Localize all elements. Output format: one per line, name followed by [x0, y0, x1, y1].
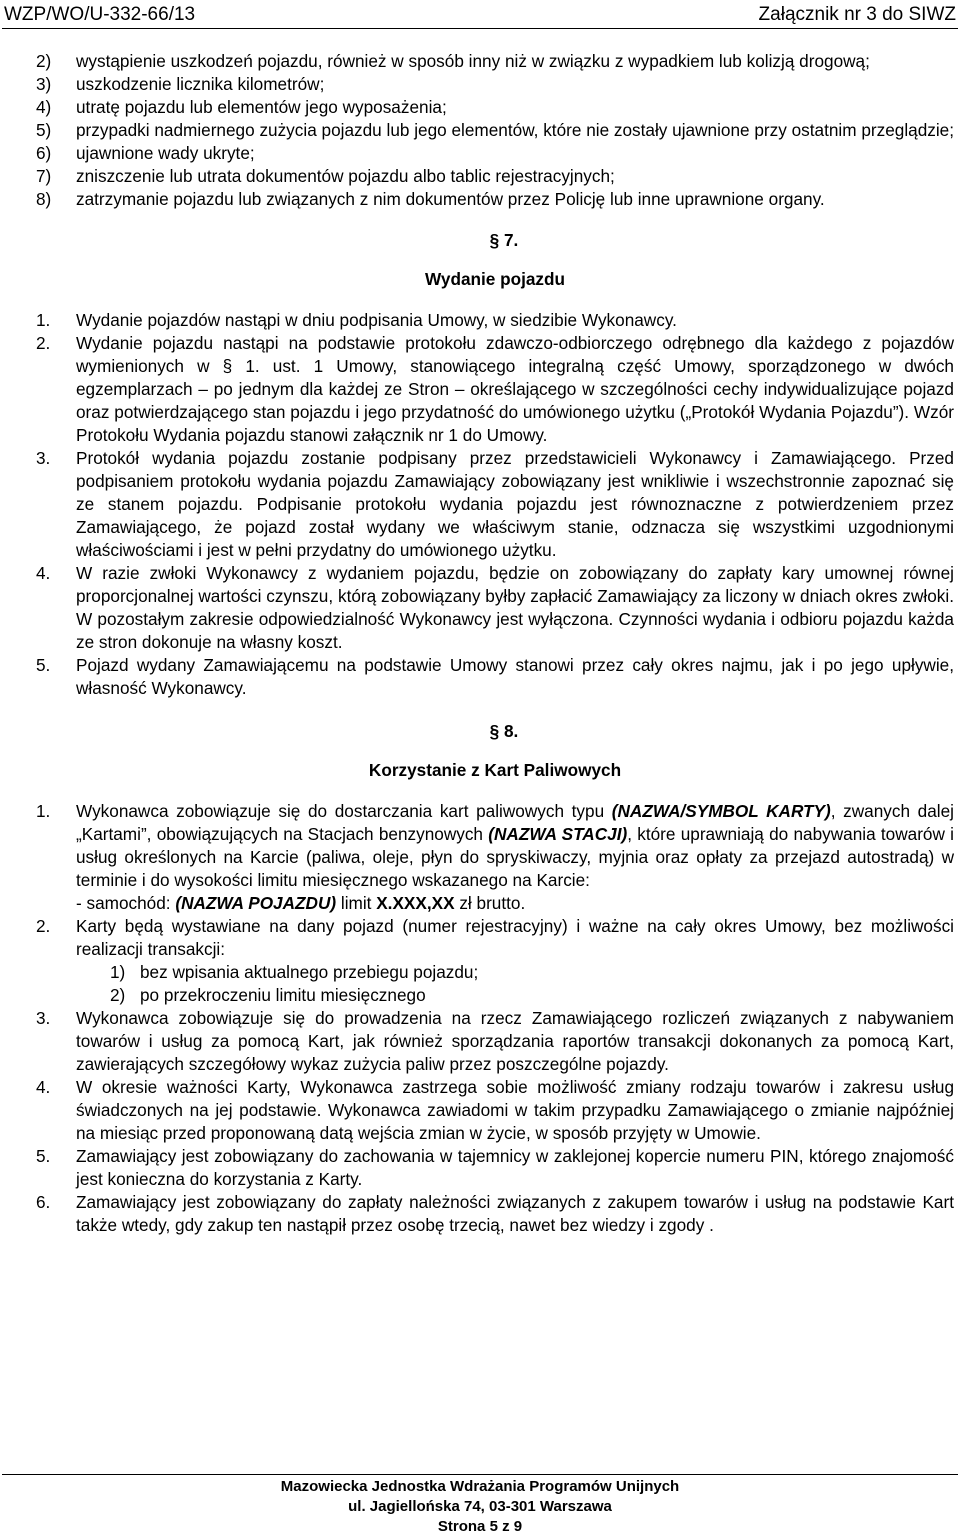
- paragraph-number: 5.: [36, 655, 51, 675]
- text-run: zł brutto.: [454, 893, 526, 913]
- sub-item-text: bez wpisania aktualnego przebiegu pojazdu;: [140, 962, 479, 982]
- page-footer: [2, 1474, 958, 1537]
- sub-item-number: 1): [110, 962, 126, 982]
- sub-item-number: 2): [110, 985, 126, 1005]
- station-name-placeholder: (NAZWA STACJI): [488, 824, 628, 844]
- paragraph-number: 1.: [36, 310, 51, 330]
- list-item-number: 5): [36, 120, 52, 140]
- attachment-label: Załącznik nr 3 do SIWZ: [758, 4, 956, 25]
- section-7-title: Wydanie pojazdu: [424, 269, 566, 289]
- paragraph-text: Pojazd wydany Zamawiającemu na podstawie Umowy stanowi przez cały okres najmu, jak i po jego upływie, własność Wykonawcy.: [76, 655, 954, 698]
- paragraph: [36, 915, 954, 961]
- list-item-text: utratę pojazdu lub elementów jego wyposażenia;: [76, 97, 447, 117]
- list-item-text: uszkodzenie licznika kilometrów;: [76, 74, 325, 94]
- list-item-number: 3): [36, 74, 52, 94]
- list-item: [36, 50, 954, 73]
- paragraph: [36, 654, 954, 700]
- paragraph-text: Wydanie pojazdu nastąpi na podstawie protokołu zdawczo-odbiorczego odrębnego dla każdego z pojazdów wymienionych w § 1. ust. 1 Umowy, stanowiącego integralną część Umowy, sporządzonego w dwóch egzemplarzach – po jednym dla każdej ze Stron – określającego w szczególności cechy indywidualizujące pojazd oraz potwierdzającego stan pojazdu i jego przydatność do umówionego użytku („Protokół Wydania Pojazdu”). Wzór Protokołu Wydania pojazdu stanowi załącznik nr 1 do Umowy.: [76, 333, 954, 445]
- list-item: [36, 96, 954, 119]
- list-item-text: zniszczenie lub utrata dokumentów pojazdu albo tablic rejestracyjnych;: [76, 166, 615, 186]
- paragraph-number: 1.: [36, 801, 51, 821]
- document-reference: WZP/WO/U-332-66/13: [4, 4, 196, 25]
- list-item: [36, 73, 954, 96]
- list-item-text: zatrzymanie pojazdu lub związanych z nim dokumentów przez Policję lub inne uprawnione organy.: [76, 189, 825, 209]
- section-8-title: Korzystanie z Kart Paliwowych: [368, 760, 622, 780]
- list-item: [36, 188, 954, 211]
- list-item-text: przypadki nadmiernego zużycia pojazdu lub jego elementów, które nie zostały ujawnione przy ostatnim przeglądzie;: [76, 120, 955, 140]
- paragraph: [36, 332, 954, 447]
- paragraph-text: [76, 800, 954, 915]
- damage-list: [36, 50, 954, 211]
- paragraph: [36, 447, 954, 562]
- list-item: [36, 142, 954, 165]
- list-item-number: 8): [36, 189, 52, 209]
- paragraph: [36, 1191, 954, 1237]
- paragraph: [36, 1007, 954, 1076]
- sub-item-text: po przekroczeniu limitu miesięcznego: [140, 985, 426, 1005]
- list-item: [36, 165, 954, 188]
- list-item-number: 7): [36, 166, 52, 186]
- paragraph-number: 3.: [36, 1008, 51, 1028]
- list-item-number: 2): [36, 51, 52, 71]
- paragraph-text: Zamawiający jest zobowiązany do zapłaty należności związanych z zakupem towarów i usług na podstawie Kart także wtedy, gdy zakup ten nastąpił przez osobę trzecią, nawet bez wiedzy i zgody .: [76, 1192, 954, 1235]
- paragraph-number: 5.: [36, 1146, 51, 1166]
- paragraph-text: Protokół wydania pojazdu zostanie podpisany przez przedstawicieli Wykonawcy i Zamawiającego. Przed podpisaniem protokołu wydania pojazdu Zamawiający zobowiązany jest wnikliwie i wszechstronnie zapoznać się ze stanem pojazdu. Podpisanie protokołu wydania pojazdu jest równoznaczne z potwierdzeniem przez Zamawiającego, że pojazd został wydany we właściwym stanie, odznacza się wszystkimi uzgodnionymi właściwościami i jest w pełni przydatny do umówionego użytku.: [76, 448, 954, 560]
- paragraph-text: Wydanie pojazdów nastąpi w dniu podpisania Umowy, w siedzibie Wykonawcy.: [76, 310, 677, 330]
- paragraph-number: 6.: [36, 1192, 51, 1212]
- document-body: [36, 50, 954, 1237]
- sub-list-item: [36, 961, 954, 984]
- page-number: Strona 5 z 9: [437, 1518, 523, 1535]
- text-run: , które uprawniają do nabywania towarów i usług określonych na Karcie (paliwa, oleje, płyn do spryskiwaczy, myjnia oraz opłaty za przejazd autostradą) w terminie i do wysokości limitu miesięcznego wskazanego na Karcie:: [76, 824, 954, 890]
- paragraph: [36, 1145, 954, 1191]
- paragraph-number: 4.: [36, 1077, 51, 1097]
- paragraph-text: Wykonawca zobowiązuje się do prowadzenia na rzecz Zamawiającego rozliczeń związanych z nabywaniem towarów i usług za pomocą Kart, jak również sporządzania raportów transakcji dokonanych za pomocą Kart, zawierających szczegółowy wykaz zużycia paliw przez poszczególne pojazdy.: [76, 1008, 954, 1074]
- list-item-number: 4): [36, 97, 52, 117]
- card-type-placeholder: (NAZWA/SYMBOL KARTY): [611, 801, 831, 821]
- text-run: Wykonawca zobowiązuje się do dostarczania kart paliwowych typu: [76, 801, 612, 821]
- limit-amount-placeholder: X.XXX,XX: [376, 893, 455, 913]
- footer-organization: Mazowiecka Jednostka Wdrażania Programów Unijnych: [280, 1478, 680, 1495]
- paragraph-number: 2.: [36, 916, 51, 936]
- vehicle-name-placeholder: (NAZWA POJAZDU): [175, 893, 337, 913]
- paragraph: [36, 800, 954, 915]
- list-item-text: ujawnione wady ukryte;: [76, 143, 255, 163]
- paragraph: [36, 309, 954, 332]
- paragraph-text: Karty będą wystawiane na dany pojazd (numer rejestracyjny) i ważne na cały okres Umowy, bez możliwości realizacji transakcji:: [76, 916, 954, 959]
- section-8-number: § 8.: [489, 721, 519, 741]
- paragraph-number: 3.: [36, 448, 51, 468]
- list-item-number: 6): [36, 143, 52, 163]
- sub-list-item: [36, 984, 954, 1007]
- text-run: limit: [336, 893, 377, 913]
- paragraph-number: 2.: [36, 333, 51, 353]
- paragraph: [36, 562, 954, 654]
- list-item: [36, 119, 954, 142]
- page-header: [2, 2, 958, 29]
- footer-address: ul. Jagiellońska 74, 03-301 Warszawa: [348, 1498, 612, 1515]
- paragraph-number: 4.: [36, 563, 51, 583]
- paragraph-text: Zamawiający jest zobowiązany do zachowania w tajemnicy w zaklejonej kopercie numeru PIN, którego znajomość jest konieczna do korzystania z Karty.: [76, 1146, 954, 1189]
- text-run: - samochód:: [76, 893, 176, 913]
- paragraph: [36, 1076, 954, 1145]
- paragraph-text: W razie zwłoki Wykonawcy z wydaniem pojazdu, będzie on zobowiązany do zapłaty kary umownej równej proporcjonalnej wartości czynszu, którą zobowiązany byłby zapłacić Zamawiający za liczony w dniach okres zwłoki. W pozostałym zakresie odpowiedzialność Wykonawcy jest wyłączona. Czynności wydania i odbioru pojazdu każda ze stron dokonuje na własny koszt.: [76, 563, 954, 652]
- section-7-number: § 7.: [489, 230, 519, 250]
- text-run: , zwanych dalej „Kartami”, obowiązujących na Stacjach benzynowych: [76, 801, 954, 844]
- list-item-text: wystąpienie uszkodzeń pojazdu, również w sposób inny niż w związku z wypadkiem lub kolizją drogową;: [76, 51, 870, 71]
- paragraph-text: W okresie ważności Karty, Wykonawca zastrzega sobie możliwość zmiany rodzaju towarów i zakresu usług świadczonych na jej podstawie. Wykonawca zawiadomi w takim przypadku Zamawiającego o zmianie najpóźniej na miesiąc przed proponowaną datą wejścia zmian w życie, w sposób przyjęty w Umowie.: [76, 1077, 954, 1143]
